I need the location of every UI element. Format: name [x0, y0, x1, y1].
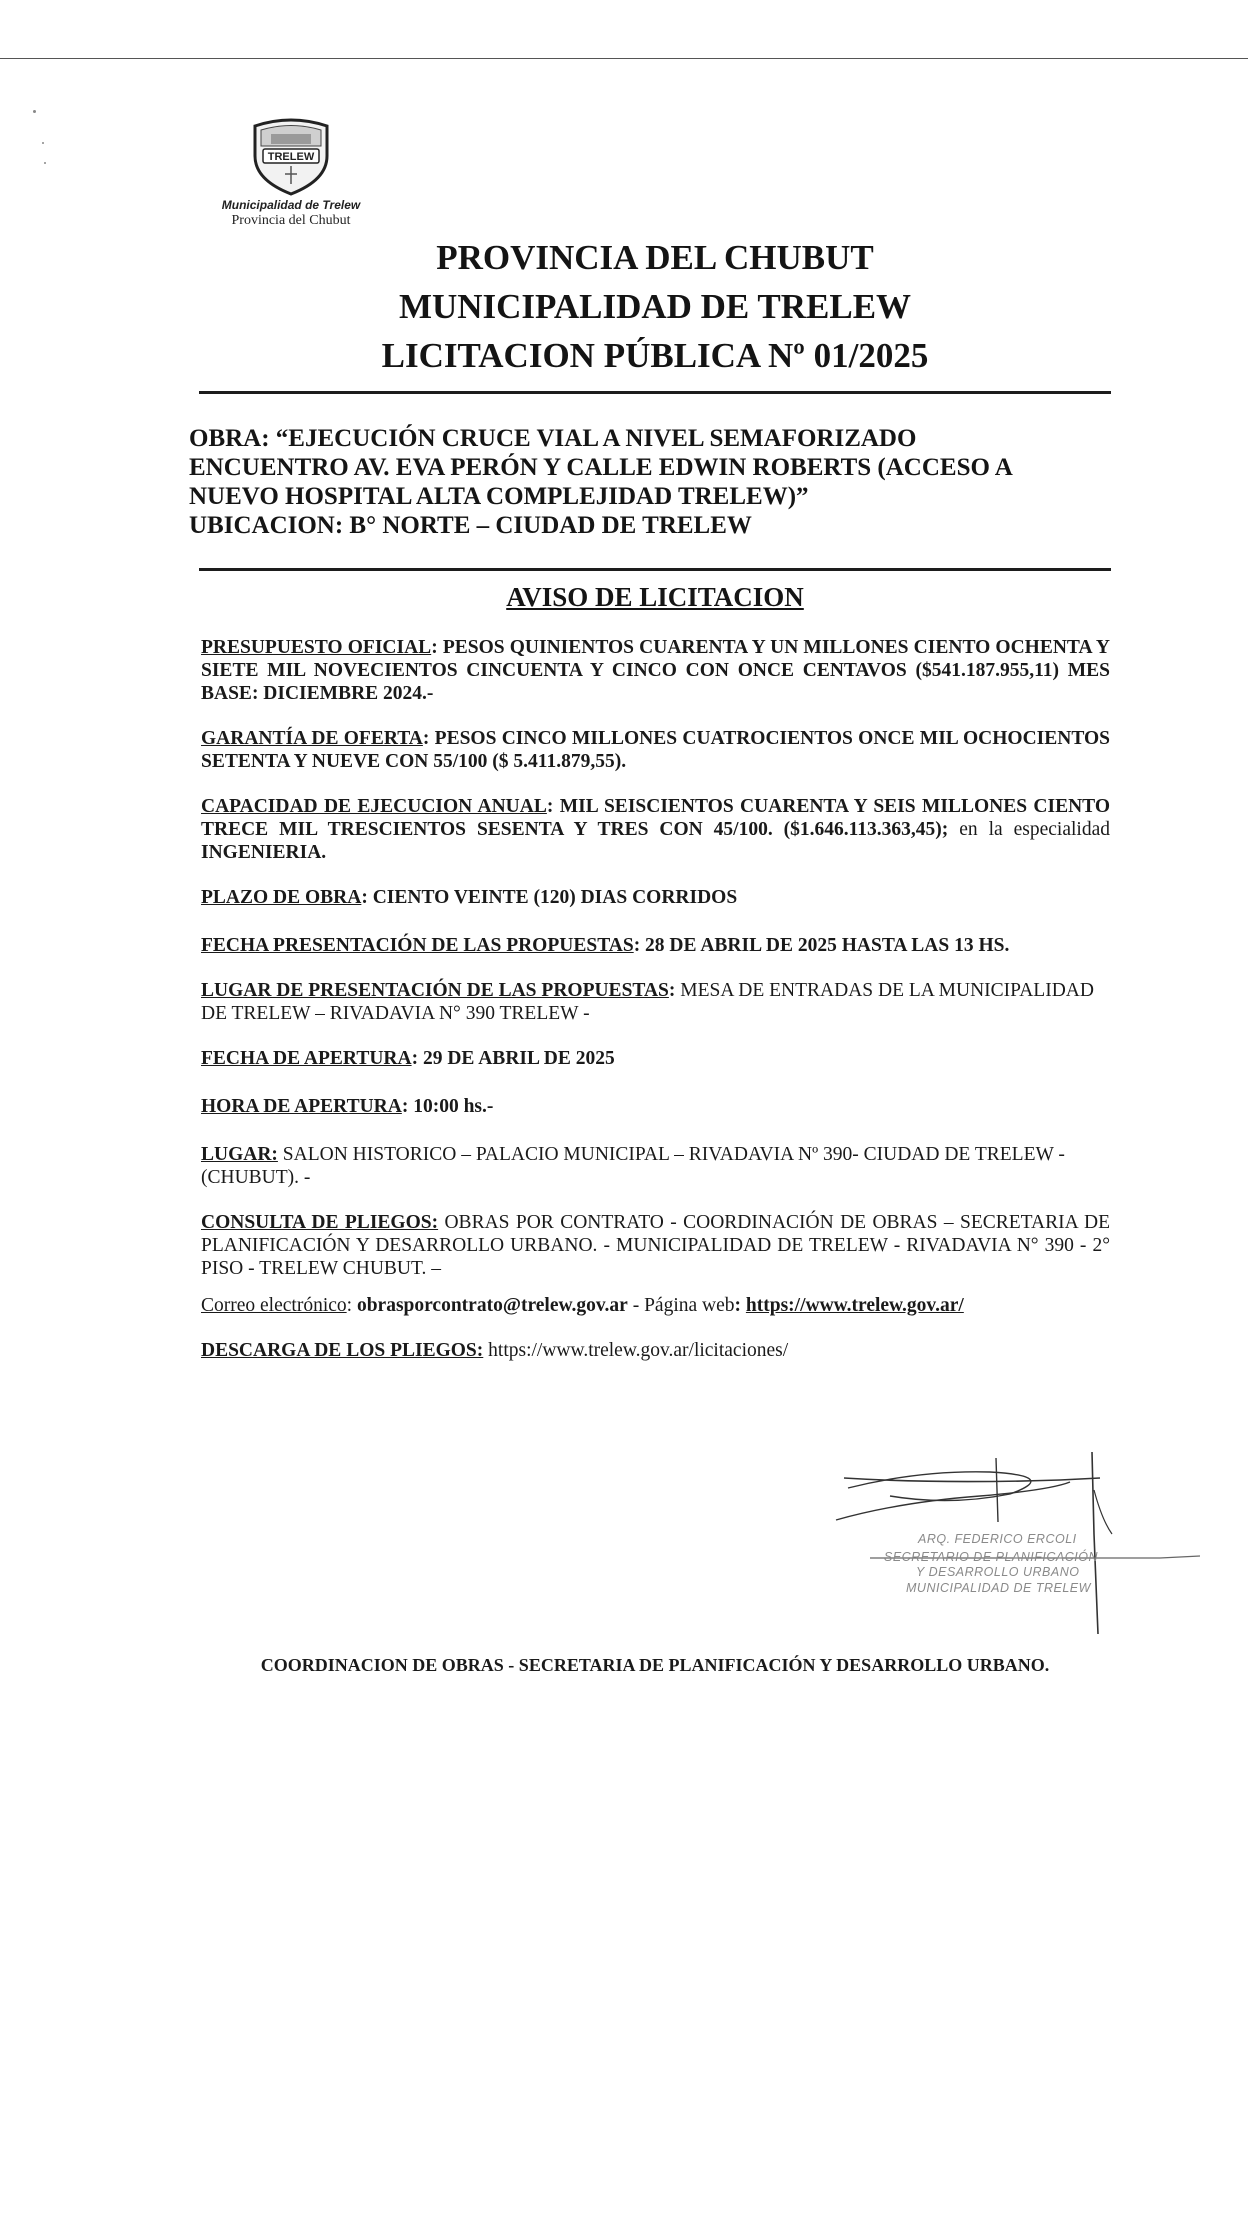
garantia-value: : PESOS CINCO MILLONES CUATROCIENTOS ONCE MIL OCHOCIENTOS SETENTA Y NUEVE CON 55/100 ($ 5.411.879,55).	[201, 728, 1111, 772]
fecha-presentacion-value: : 28 DE ABRIL DE 2025 HASTA LAS 13 HS.	[633, 935, 1010, 956]
item-contacto	[201, 1294, 1110, 1317]
web-colon: :	[734, 1295, 746, 1316]
lugar-presentacion-label: LUGAR DE PRESENTACIÓN DE LAS PROPUESTAS	[201, 980, 669, 1001]
heading-municipality: MUNICIPALIDAD DE TRELEW	[398, 287, 912, 326]
scan-top-edge	[0, 58, 1248, 59]
capacidad-label: CAPACIDAD DE EJECUCION ANUAL	[201, 796, 547, 817]
plazo-value: : CIENTO VEINTE (120) DIAS CORRIDOS	[361, 887, 738, 908]
capacidad-mid: en la especialidad	[948, 819, 1110, 840]
lugar-value: SALON HISTORICO – PALACIO MUNICIPAL – RIVADAVIA Nº 390- CIUDAD DE TRELEW - (CHUBUT). -	[201, 1144, 1065, 1188]
email-label: Correo electrónico	[201, 1295, 347, 1316]
email-link[interactable]: obrasporcontrato@trelew.gov.ar	[356, 1295, 628, 1316]
item-presupuesto	[201, 636, 1110, 705]
web-label: - Página web	[627, 1295, 735, 1316]
item-consulta	[201, 1211, 1110, 1280]
obra-line-3: NUEVO HOSPITAL ALTA COMPLEJIDAD TRELEW)”	[189, 483, 809, 510]
footer-department: COORDINACION DE OBRAS - SECRETARIA DE PLANIFICACIÓN Y DESARROLLO URBANO.	[260, 1655, 1050, 1675]
tender-details	[201, 636, 1110, 1362]
logo-emblem-text: TRELEW	[267, 151, 315, 163]
descarga-label: DESCARGA DE LOS PLIEGOS:	[201, 1340, 484, 1361]
consulta-value: OBRAS POR CONTRATO - COORDINACIÓN DE OBRAS – SECRETARIA DE PLANIFICACIÓN Y DESARROLLO URBANO. - MUNICIPALIDAD DE TRELEW - RIVADAVIA N° 390 - 2° PISO - TRELEW CHUBUT. –	[201, 1212, 1110, 1279]
fecha-apertura-label: FECHA DE APERTURA	[201, 1048, 412, 1069]
notice-title: AVISO DE LICITACION	[506, 582, 804, 612]
presupuesto-value: : PESOS QUINIENTOS CUARENTA Y UN MILLONES CIENTO OCHENTA Y SIETE MIL NOVECIENTOS CINCUENTA Y CINCO CON ONCE CENTAVOS ($541.187.955,11) MES BASE: DICIEMBRE 2024.-	[201, 637, 1111, 704]
fecha-presentacion-label: FECHA PRESENTACIÓN DE LAS PROPUESTAS	[201, 935, 634, 956]
heading-province: PROVINCIA DEL CHUBUT	[436, 238, 874, 277]
garantia-label: GARANTÍA DE OFERTA	[201, 728, 423, 749]
item-lugar	[201, 1143, 1110, 1189]
stamp-name: ARQ. FEDERICO ERCOLI	[918, 1532, 1077, 1546]
lugar-presentacion-colon: :	[668, 980, 676, 1001]
capacidad-specialty: INGENIERIA.	[201, 842, 327, 863]
obra-location: UBICACION: B° NORTE – CIUDAD DE TRELEW	[189, 512, 752, 539]
stamp-municipality: MUNICIPALIDAD DE TRELEW	[906, 1581, 1091, 1595]
logo-caption-municipality: Municipalidad de Trelew	[221, 198, 361, 212]
stamp-title: SECRETARIO DE PLANIFICACIÓN	[884, 1550, 1098, 1564]
stamp-title-2: Y DESARROLLO URBANO	[916, 1565, 1080, 1579]
website-link[interactable]: https://www.trelew.gov.ar/	[745, 1295, 964, 1316]
obra-line-2: ENCUENTRO AV. EVA PERÓN Y CALLE EDWIN ROBERTS (ACCESO A	[189, 454, 1013, 481]
heading-divider	[199, 391, 1111, 394]
capacidad-value: : MIL SEISCIENTOS CUARENTA Y SEIS MILLONES CIENTO TRECE MIL TRESCIENTOS SESENTA Y TRES CON 45/100. ($1.646.113.363,45);	[201, 796, 1110, 840]
document-heading	[200, 233, 1110, 380]
heading-tender-number: LICITACION PÚBLICA Nº 01/2025	[381, 336, 929, 375]
item-fecha-apertura	[201, 1047, 1110, 1070]
descarga-link[interactable]: https://www.trelew.gov.ar/licitaciones/	[483, 1340, 789, 1361]
item-plazo	[201, 886, 1110, 909]
trelew-shield-icon	[249, 116, 333, 196]
lugar-label: LUGAR:	[201, 1144, 278, 1165]
signature-stamp	[830, 1450, 1210, 1640]
fecha-apertura-value: : 29 DE ABRIL DE 2025	[411, 1048, 615, 1069]
consulta-label: CONSULTA DE PLIEGOS:	[201, 1212, 439, 1233]
item-hora-apertura	[201, 1095, 1110, 1118]
municipality-logo	[196, 116, 386, 229]
presupuesto-label: PRESUPUESTO OFICIAL	[201, 637, 432, 658]
obra-divider	[199, 568, 1111, 571]
item-descarga	[201, 1339, 1110, 1362]
item-garantia	[201, 727, 1110, 773]
hora-apertura-label: HORA DE APERTURA	[201, 1096, 402, 1117]
plazo-label: PLAZO DE OBRA	[201, 887, 362, 908]
hora-apertura-value: : 10:00 hs.-	[401, 1096, 494, 1117]
email-colon: :	[346, 1295, 357, 1316]
item-fecha-presentacion	[201, 934, 1110, 957]
work-description	[189, 424, 1119, 540]
logo-caption-province: Provincia del Chubut	[231, 213, 351, 228]
obra-line-1: OBRA: “EJECUCIÓN CRUCE VIAL A NIVEL SEMAFORIZADO	[189, 425, 917, 452]
item-lugar-presentacion	[201, 979, 1110, 1025]
item-capacidad	[201, 795, 1110, 864]
lugar-presentacion-value: MESA DE ENTRADAS DE LA MUNICIPALIDAD DE TRELEW – RIVADAVIA N° 390 TRELEW -	[201, 980, 1094, 1024]
